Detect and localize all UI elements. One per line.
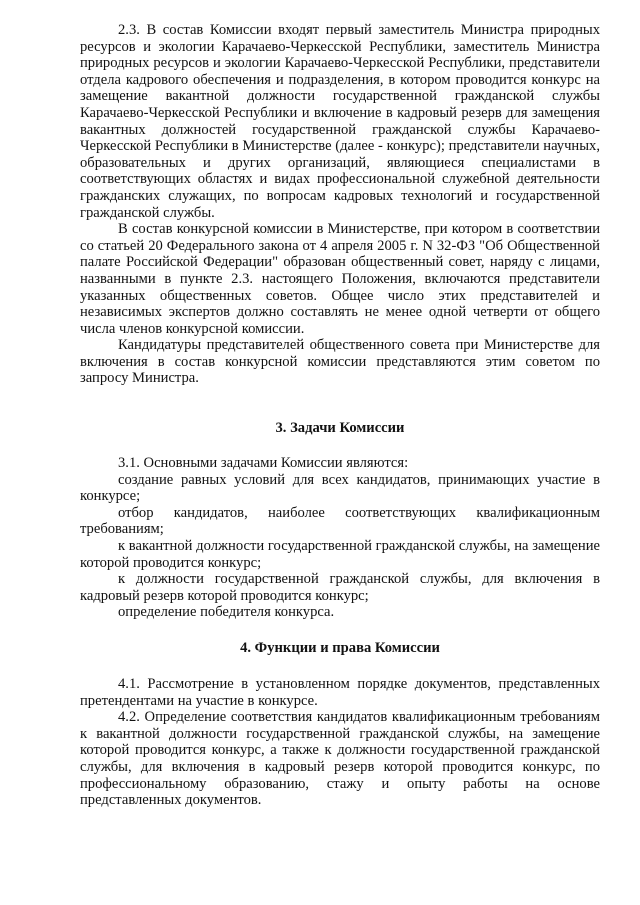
list-item: к должности государственной гражданской службы, для включения в кадровый резерв которой проводится конкурс;	[80, 571, 600, 604]
paragraph-candidates: Кандидатуры представителей общественного совета при Министерстве для включения в состав конкурсной комиссии представляются этим советом по запросу Министра.	[80, 337, 600, 387]
list-item: определение победителя конкурса.	[118, 604, 335, 621]
paragraph-3-1: 3.1. Основными задачами Комиссии являются:	[118, 455, 409, 472]
paragraph-public-council: В состав конкурсной комиссии в Министерстве, при котором в соответствии со статьей 20 Федерального закона от 4 апреля 2005 г. N 32-ФЗ "Об Общественной палате Российской Федерации" образован общественный совет, наряду с лицами, названными в пункте 2.3. настоящего Положения, включаются представители указанных общественных советов. Общее число этих представителей и независимых экспертов должно составлять не менее одной четверти от общего числа членов конкурсной комиссии.	[80, 221, 600, 337]
section-3-heading: 3. Задачи Комиссии	[275, 420, 405, 437]
list-item: к вакантной должности государственной гражданской службы, на замещение которой проводится конкурс;	[80, 538, 600, 571]
paragraph-4-1: 4.1. Рассмотрение в установленном порядке документов, представленных претендентами на участие в конкурсе.	[80, 676, 600, 709]
list-item: отбор кандидатов, наиболее соответствующих квалификационным требованиям;	[80, 504, 600, 538]
paragraph-2-3: 2.3. В состав Комиссии входят первый заместитель Министра природных ресурсов и экологии Карачаево-Черкесской Республики, заместитель Министра природных ресурсов и экологии Карачаево-Черкесской Республики, представители отдела кадрового обеспечения и подразделения, в котором проводится конкурс на замещение вакантной должности государственной гражданской службы Карачаево-Черкесской Республики и включение в кадровый резерв для замещения вакантных должностей государственной гражданской службы Карачаево-Черкесской Республики в Министерстве (далее - конкурс); представители научных, образовательных и других организаций, являющиеся специалистами в соответствующих областях и видах профессиональной служебной деятельности гражданских служащих, по вопросам кадровых технологий и государственной гражданской службы.	[80, 22, 600, 221]
section-4-heading: 4. Функции и права Комиссии	[240, 640, 440, 656]
paragraph-4-2: 4.2. Определение соответствия кандидатов квалификационным требованиям к вакантной должности государственной гражданской службы, на замещение которой проводится конкурс, а также к должности государственной гражданской службы, для включения в кадровый резерв которой проводится конкурс, по профессиональному образованию, стажу и опыту работы на основе представленных документов.	[80, 709, 600, 809]
list-item: создание равных условий для всех кандидатов, принимающих участие в конкурсе;	[80, 471, 600, 505]
